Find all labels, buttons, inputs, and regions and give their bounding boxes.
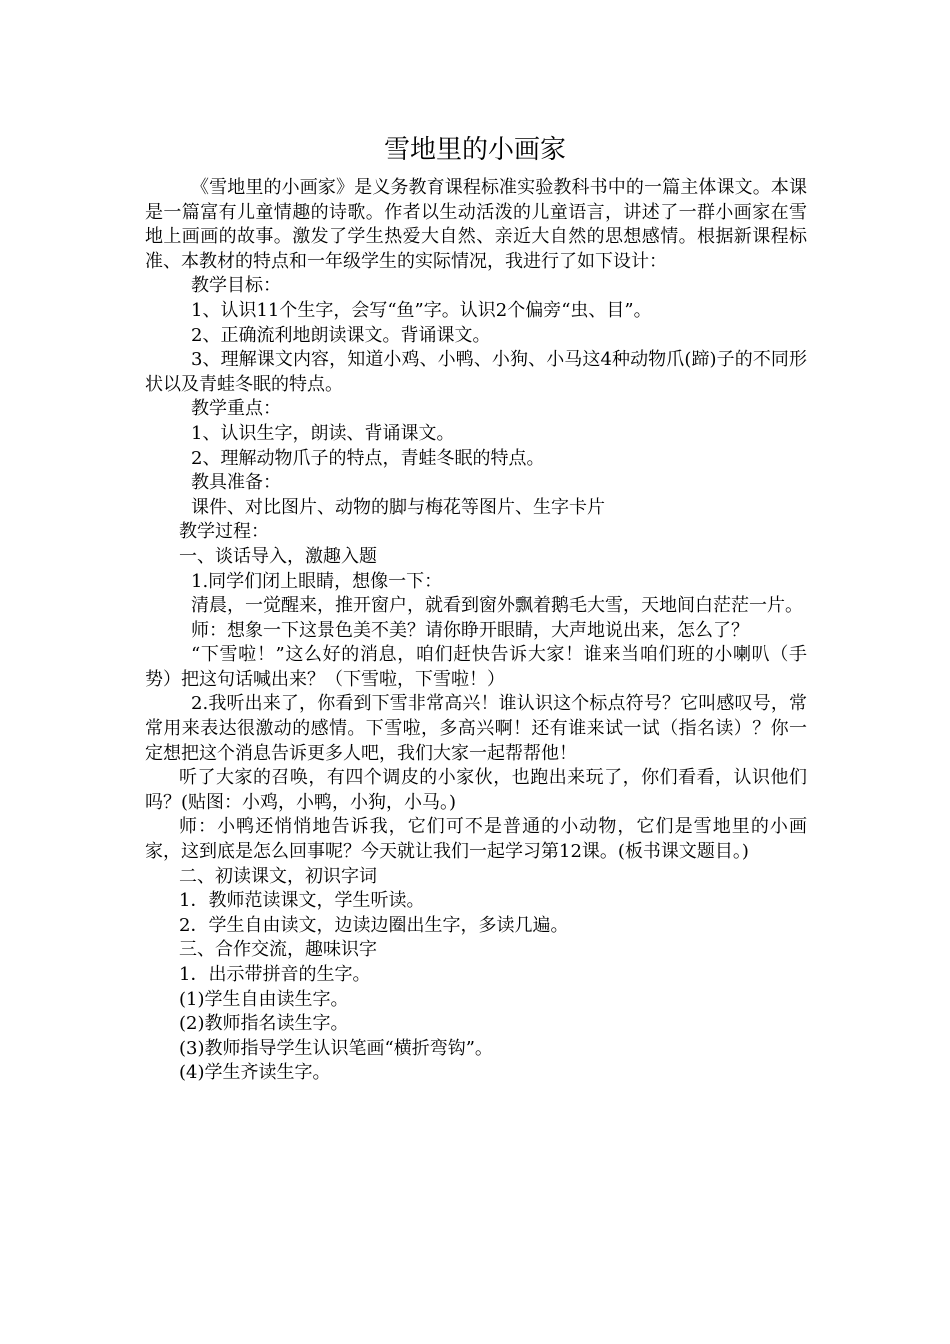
step-paragraph: (1)学生自由读生字。	[179, 988, 349, 1010]
objective-item: 1、认识11个生字，会写“鱼”字。认识2个偏旁“虫、目”。	[191, 299, 652, 321]
step-paragraph: 听了大家的召唤，有四个调皮的小家伙，也跑出来玩了，你们看看，认识他们吗？(贴图：小鸡，小鸭，小狗，小马。)	[145, 767, 807, 813]
key-point-item: 2、理解动物爪子的特点，青蛙冬眠的特点。	[191, 447, 545, 469]
heading-materials: 教具准备：	[191, 472, 281, 494]
document-body	[145, 176, 807, 1086]
key-point-item: 1、认识生字，朗读、背诵课文。	[191, 422, 455, 444]
heading-process: 教学过程：	[179, 521, 269, 543]
materials-text: 课件、对比图片、动物的脚与梅花等图片、生字卡片	[191, 496, 605, 518]
section-heading: 一、谈话导入，激趣入题	[179, 545, 377, 567]
step-paragraph: “下雪啦！”这么好的消息，咱们赶快告诉大家！谁来当咱们班的小喇叭（手势）把这句话喊出来？（下雪啦，下雪啦！）	[145, 644, 807, 690]
objective-item: 3、理解课文内容，知道小鸡、小鸭、小狗、小马这4种动物爪(蹄)子的不同形状以及青蛙冬眠的特点。	[145, 349, 807, 395]
step-paragraph: 2．学生自由读文，边读边圈出生字，多读几遍。	[179, 914, 569, 936]
step-paragraph: 2.我听出来了，你看到下雪非常高兴！谁认识这个标点符号？它叫感叹号，常常用来表达很激动的感情。下雪啦，多高兴啊！还有谁来试一试（指名读）？你一定想把这个消息告诉更多人吧，我们大家一起帮帮他！	[145, 693, 807, 764]
objective-item: 2、正确流利地朗读课文。背诵课文。	[191, 324, 491, 346]
step-paragraph: (4)学生齐读生字。	[179, 1062, 331, 1084]
step-paragraph: (2)教师指名读生字。	[179, 1013, 349, 1035]
heading-objectives: 教学目标：	[191, 275, 281, 297]
step-paragraph: (3)教师指导学生认识笔画“横折弯钩”。	[179, 1037, 493, 1059]
step-paragraph: 师：想象一下这景色美不美？请你睁开眼睛，大声地说出来，怎么了？	[191, 619, 749, 641]
document-title: 雪地里的小画家	[383, 135, 566, 165]
section-heading: 二、初读课文，初识字词	[179, 865, 377, 887]
step-paragraph: 1．教师范读课文，学生听读。	[179, 890, 425, 912]
step-paragraph: 1.同学们闭上眼睛，想像一下：	[191, 570, 443, 592]
step-paragraph: 1．出示带拼音的生字。	[179, 964, 371, 985]
step-paragraph: 师：小鸭还悄悄地告诉我，它们可不是普通的小动物，它们是雪地里的小画家，这到底是怎么回事呢？今天就让我们一起学习第12课。(板书课文题目。)	[145, 816, 807, 863]
heading-key-points: 教学重点：	[191, 398, 281, 420]
paragraph-intro: 《雪地里的小画家》是义务教育课程标准实验教科书中的一篇主体课文。本课是一篇富有儿童情趣的诗歌。作者以生动活泼的儿童语言，讲述了一群小画家在雪地上画画的故事。激发了学生热爱大自然、亲近大自然的思想感情。根据新课程标准、本教材的特点和一年级学生的实际情况，我进行了如下设计：	[145, 177, 807, 272]
step-paragraph: 清晨，一觉醒来，推开窗户，就看到窗外飘着鹅毛大雪，天地间白茫茫一片。	[191, 595, 803, 617]
section-heading: 三、合作交流，趣味识字	[179, 939, 377, 961]
